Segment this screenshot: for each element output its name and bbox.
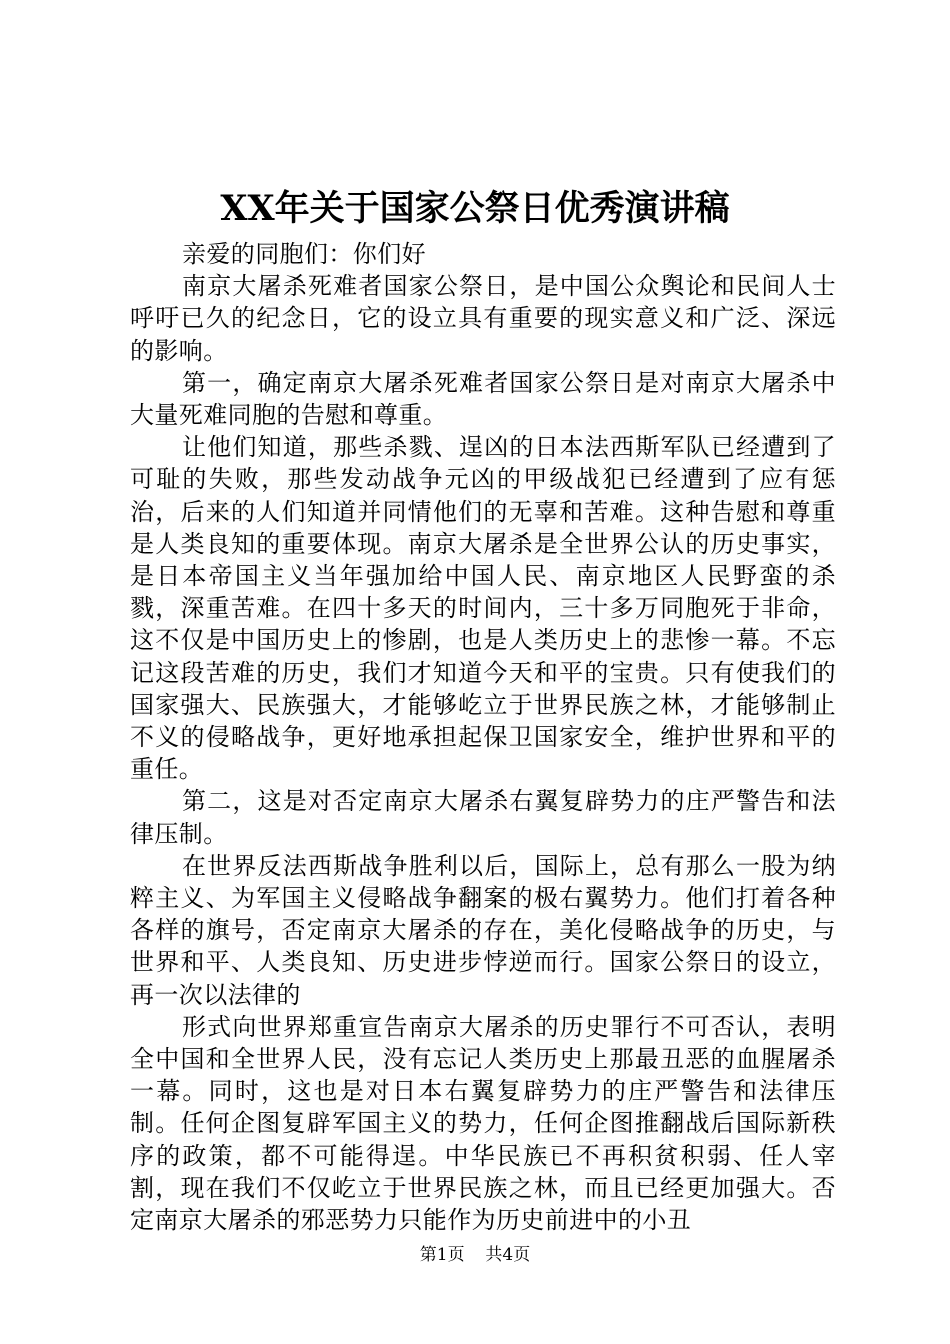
paragraph-point-one-detail: 让他们知道，那些杀戮、逞凶的日本法西斯军队已经遭到了可耻的失败，那些发动战争元凶的甲级战犯已经遭到了应有惩治，后来的人们知道并同情他们的无辜和苦难。这种告慰和尊重是人类良知的重要体现。南京大屠杀是全世界公认的历史事实，是日本帝国主义当年强加给中国人民、南京地区人民野蛮的杀戮，深重苦难。在四十多天的时间内，三十多万同胞死于非命，这不仅是中国历史上的惨剧，也是人类历史上的悲惨一幕。不忘记这段苦难的历史，我们才知道今天和平的宝贵。只有使我们的国家强大、民族强大，才能够屹立于世界民族之林，才能够制止不义的侵略战争，更好地承担起保卫国家安全，维护世界和平的重任。 [130,433,836,784]
paragraph-point-one: 第一，确定南京大屠杀死难者国家公祭日是对南京大屠杀中大量死难同胞的告慰和尊重。 [130,368,836,430]
paragraph-point-two: 第二，这是对否定南京大屠杀右翼复辟势力的庄严警告和法律压制。 [130,787,836,848]
paragraph-point-two-continued: 形式向世界郑重宣告南京大屠杀的历史罪行不可否认，表明全中国和全世界人民，没有忘记人类历史上那最丑恶的血腥屠杀一幕。同时，这也是对日本右翼复辟势力的庄严警告和法律压制。任何企图复辟军国主义的势力，任何企图推翻战后国际新秩序的政策，都不可能得逞。中华民族已不再积贫积弱、任人宰割，现在我们不仅屹立于世界民族之林，而且已经更加强大。否定南京大屠杀的邪恶势力只能作为历史前进中的小丑 [130,1012,836,1235]
page-total: 共4页 [485,1245,531,1265]
paragraph-point-two-detail: 在世界反法西斯战争胜利以后，国际上，总有那么一股为纳粹主义、为军国主义侵略战争翻案的极右翼势力。他们打着各种各样的旗号，否定南京大屠杀的存在，美化侵略战争的历史，与世界和平、人类良知、历史进步悖逆而行。国家公祭日的设立，再一次以法律的 [130,851,836,1009]
paragraph-greeting: 亲爱的同胞们：你们好 [182,240,426,268]
page-number: 第1页 [419,1245,465,1265]
page-footer [0,1243,950,1267]
paragraph-intro: 南京大屠杀死难者国家公祭日，是中国公众舆论和民间人士呼吁已久的纪念日，它的设立具有重要的现实意义和广泛、深远的影响。 [130,272,836,365]
document-title: XX年关于国家公祭日优秀演讲稿 [220,188,730,229]
document-body [130,238,836,1236]
